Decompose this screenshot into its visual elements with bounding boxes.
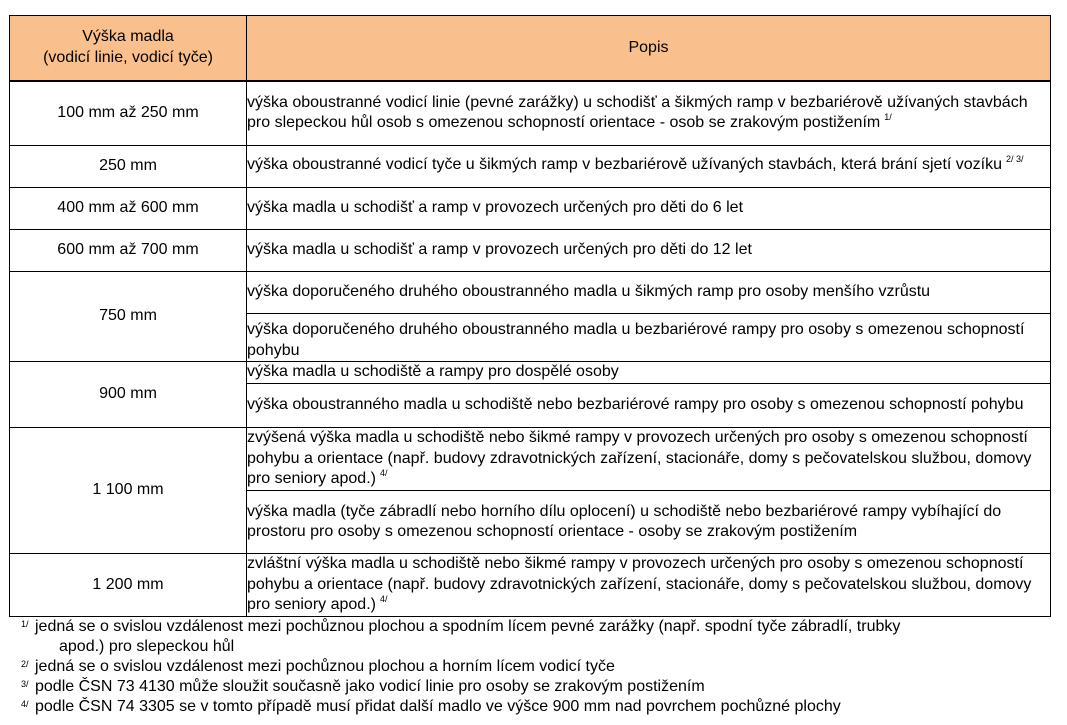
description-cell bbox=[247, 554, 1051, 617]
footnote-reference: 1/ bbox=[884, 112, 892, 123]
footnote bbox=[21, 677, 1051, 697]
table-row bbox=[10, 428, 1051, 491]
footnote-mark: 1/ bbox=[21, 619, 29, 629]
description-text: výška oboustranné vodicí tyče u šikmých ramp v bezbariérově užívaných stavbách, která brání sjetí vozíku bbox=[247, 156, 1003, 174]
height-cell: 1 200 mm bbox=[10, 554, 247, 617]
handrail-height-table bbox=[9, 15, 1051, 617]
description-cell bbox=[247, 314, 1051, 362]
table-row bbox=[10, 362, 1051, 384]
footnote-reference: 4/ bbox=[379, 594, 388, 605]
description-cell bbox=[247, 188, 1051, 230]
description-cell bbox=[247, 491, 1051, 554]
footnote-text: podle ČSN 74 3305 se v tomto případě musí přidat další madlo ve výšce 900 mm nad povrchem pochůzné plochy bbox=[35, 698, 841, 715]
table-header-row bbox=[10, 16, 1051, 81]
height-cell: 900 mm bbox=[10, 362, 247, 428]
description-cell bbox=[247, 362, 1051, 384]
height-cell: 1 100 mm bbox=[10, 428, 247, 554]
footnote-reference: 2/ 3/ bbox=[1006, 154, 1024, 165]
header-handrail-height-line2: (vodicí linie, vodicí tyče) bbox=[43, 48, 213, 66]
footnote-mark: 4/ bbox=[21, 699, 29, 709]
height-cell: 600 mm až 700 mm bbox=[10, 230, 247, 272]
table-row bbox=[10, 188, 1051, 230]
table-row bbox=[10, 230, 1051, 272]
footnote-text: apod.) pro slepeckou hůl bbox=[59, 638, 235, 655]
footnote bbox=[21, 657, 1051, 677]
description-text: výška madla u schodišť a ramp v provozech určených pro děti do 6 let bbox=[247, 199, 744, 217]
header-handrail-height-line1: Výška madla bbox=[82, 28, 174, 46]
footnote-text: jedná se o svislou vzdálenost mezi pochůznou plochou a spodním lícem pevné zarážky (např. spodní tyče zábradlí, trubky bbox=[35, 618, 901, 635]
header-description: Popis bbox=[247, 16, 1051, 81]
description-text: výška doporučeného druhého oboustranného madla u bezbariérové rampy pro osoby s omezenou schopností pohybu bbox=[247, 321, 1025, 359]
footnotes bbox=[21, 617, 1051, 717]
description-cell bbox=[247, 230, 1051, 272]
description-cell bbox=[247, 384, 1051, 428]
description-text: zvýšená výška madla u schodiště nebo šikmé rampy v provozech určených pro osoby s omezenou schopností pohybu a orientace (např. budovy zdravotnických zařízení, stacionáře, domy s pečovatelskou službou, domovy pro seniory apod.) bbox=[247, 429, 1032, 488]
description-text: výška doporučeného druhého oboustranného madla u šikmých ramp pro osoby menšího vzrůstu bbox=[247, 283, 931, 301]
description-text: výška madla u schodišť a ramp v provozech určených pro děti do 12 let bbox=[247, 241, 752, 259]
height-cell: 750 mm bbox=[10, 272, 247, 362]
description-text: výška madla u schodiště a rampy pro dospělé osoby bbox=[247, 363, 619, 381]
description-text: výška oboustranné vodicí linie (pevné zarážky) u schodišť a šikmých ramp v bezbariérově užívaných stavbách pro slepeckou hůl osob s omezenou schopností orientace - osob se zrakovým postižením bbox=[247, 93, 1028, 132]
header-handrail-height bbox=[10, 16, 247, 81]
footnote bbox=[21, 617, 1051, 657]
table-row bbox=[10, 554, 1051, 617]
table-row bbox=[10, 272, 1051, 314]
description-text: zvláštní výška madla u schodiště nebo šikmé rampy v provozech určených pro osoby s omezenou schopností pohybu a orientace (např. budovy zdravotnických zařízení, stacionáře, domy s pečovatelskou službou, domovy pro seniory apod.) bbox=[247, 555, 1032, 614]
description-cell bbox=[247, 428, 1051, 491]
footnote-mark: 3/ bbox=[21, 679, 29, 689]
table-body bbox=[10, 81, 1051, 617]
description-text: výška oboustranného madla u schodiště nebo bezbariérové rampy pro osoby s omezenou schopností pohybu bbox=[247, 396, 1024, 414]
footnote bbox=[21, 697, 1051, 717]
footnote-text: podle ČSN 73 4130 může sloužit současně jako vodicí linie pro osoby se zrakovým postižením bbox=[35, 678, 705, 695]
description-cell bbox=[247, 272, 1051, 314]
footnote-text: jedná se o svislou vzdálenost mezi pochůznou plochou a horním lícem vodicí tyče bbox=[35, 658, 615, 675]
height-cell: 400 mm až 600 mm bbox=[10, 188, 247, 230]
table-row bbox=[10, 146, 1051, 188]
footnote-mark: 2/ bbox=[21, 659, 29, 669]
description-cell bbox=[247, 81, 1051, 146]
description-cell bbox=[247, 146, 1051, 188]
height-cell: 100 mm až 250 mm bbox=[10, 81, 247, 146]
footnote-reference: 4/ bbox=[379, 468, 388, 479]
height-cell: 250 mm bbox=[10, 146, 247, 188]
table-row bbox=[10, 81, 1051, 146]
description-text: výška madla (tyče zábradlí nebo horního dílu oplocení) u schodiště nebo bezbariérové rampy vybíhající do prostoru pro osoby s omezenou schopností orientace - osoby se zrakovým postižením bbox=[247, 502, 1002, 540]
